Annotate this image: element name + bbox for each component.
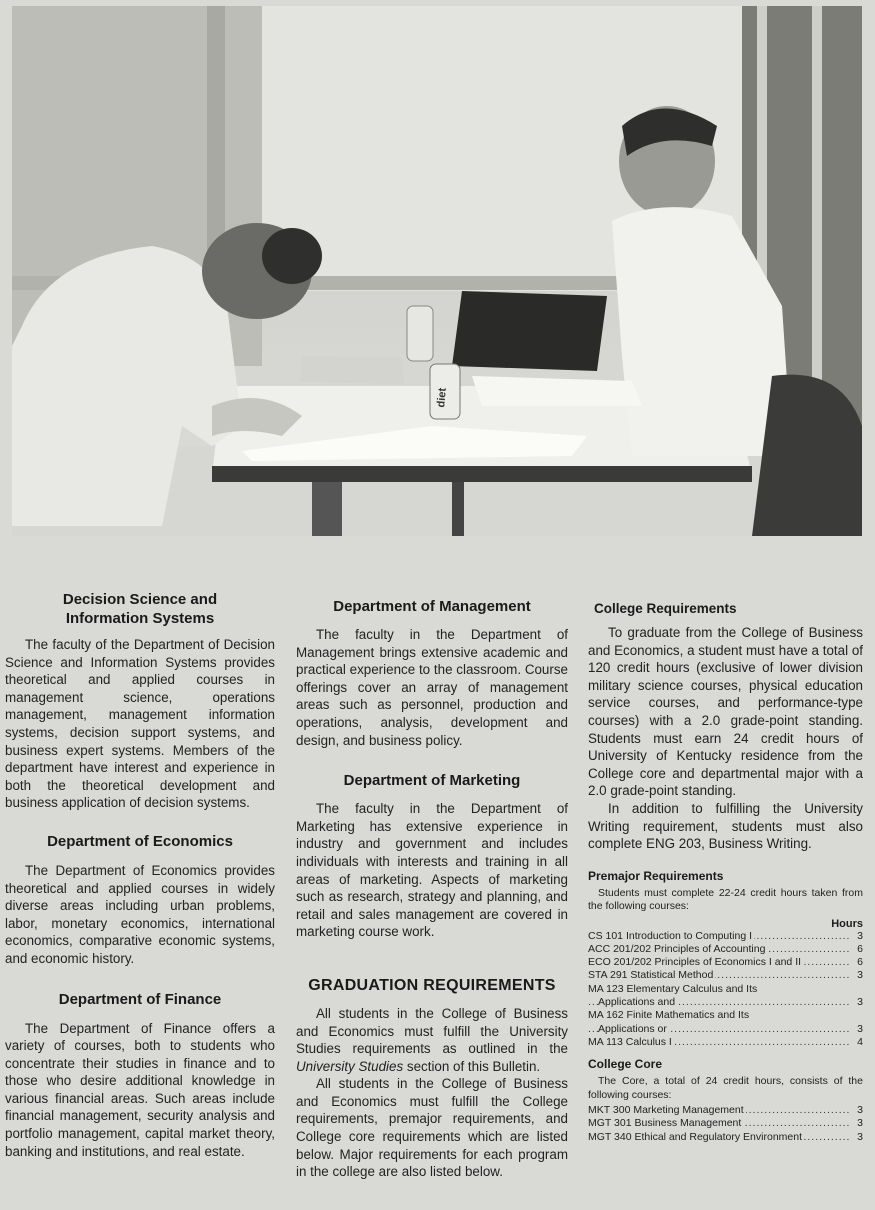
heading-economics: Department of Economics: [47, 832, 233, 850]
heading-finance: Department of Finance: [58, 990, 222, 1008]
course-row: [588, 983, 863, 996]
course-name-text: ECO 201/202 Principles of Economics I and II: [588, 956, 802, 969]
economics-body: The Department of Economics provides theoretical and applied courses in widely diverse areas including urban problems, labor, monetary economics, international economics, comparative economic systems, and economic history.: [5, 862, 275, 966]
course-name-text: MA 123 Elementary Calculus and Its: [588, 982, 758, 995]
core-intro: The Core, a total of 24 credit hours, consists of the following courses:: [588, 1075, 863, 1101]
course-row: [588, 1104, 863, 1117]
course-name-text: MA 162 Finite Mathematics and Its: [588, 1009, 750, 1022]
can-label: diet: [435, 387, 449, 409]
management-body: The faculty in the Department of Management brings extensive academic and practical experience to the classroom. Course offerings cover an array of management areas such as personnel, production and operations, analysis, development and design, and business policy.: [296, 627, 568, 748]
heading-management: Department of Management: [333, 598, 531, 615]
college-req-para1: To graduate from the College of Business and Economics, a student must have a total of 120 credit hours (exclusive of lower division military science courses, physical education service courses, and performance-type courses) with a 2.0 grade-point standing. Students must earn 24 credit hours of University of Kentucky residence from the College core and departmental major with a 2.0 grade-point standing.: [588, 625, 863, 799]
course-row: [588, 1117, 863, 1130]
column-left: [5, 590, 275, 1160]
course-name-text: STA 291 Statistical Method: [588, 969, 714, 982]
section-college-core: [588, 1057, 863, 1144]
text: section of this Bulletin.: [403, 1058, 541, 1074]
section-graduation: [296, 976, 568, 1181]
course-hours: 3: [857, 1130, 863, 1143]
course-name: [588, 1104, 851, 1117]
course-name: [588, 956, 851, 969]
course-name-text: MKT 300 Marketing Management: [588, 1104, 744, 1117]
course-name-continued: [588, 996, 851, 1009]
course-name: [588, 1036, 851, 1049]
course-hours: 3: [857, 929, 863, 942]
course-name-text: MA 113 Calculus I: [588, 1035, 672, 1048]
heading-line: Information Systems: [65, 610, 215, 627]
photo-students-studying: [12, 6, 862, 536]
text: All students in the College of Business and Economics must fulfill the University Studies requirements as outlined in the: [296, 1005, 568, 1057]
course-name-text: ACC 201/202 Principles of Accounting: [588, 942, 766, 955]
course-name-text: Applications and: [598, 996, 676, 1009]
course-name: [588, 943, 851, 956]
course-row-continued: [588, 996, 863, 1009]
section-marketing: [296, 771, 568, 941]
text-italic: University Studies: [296, 1058, 404, 1074]
course-row: [588, 1009, 863, 1022]
heading-graduation: GRADUATION REQUIREMENTS: [308, 976, 556, 994]
photo-illustration: [12, 6, 862, 536]
premajor-intro: Students must complete 22-24 credit hours taken from the following courses:: [588, 886, 863, 913]
course-name-text: MGT 340 Ethical and Regulatory Environment: [588, 1130, 802, 1143]
hours-header: Hours: [831, 917, 863, 930]
core-course-table: [588, 1104, 863, 1144]
course-hours: 6: [857, 956, 863, 969]
heading-decision-science: [5, 590, 275, 628]
course-name: [588, 1117, 851, 1130]
course-row-continued: [588, 1023, 863, 1036]
course-name-text: CS 101 Introduction to Computing I: [588, 929, 753, 942]
course-hours: 6: [857, 942, 863, 955]
course-hours: 4: [857, 1035, 863, 1048]
heading-college-core: College Core: [588, 1057, 663, 1072]
section-management: [296, 597, 568, 749]
section-finance: [5, 990, 275, 1161]
course-row: [588, 943, 863, 956]
section-decision-science: [5, 590, 275, 812]
course-name: [588, 930, 851, 943]
heading-marketing: Department of Marketing: [343, 772, 521, 790]
graduation-para1: [296, 1005, 568, 1075]
course-hours: 3: [857, 1117, 863, 1130]
course-hours: 3: [857, 996, 863, 1009]
course-name-continued: [588, 1023, 851, 1036]
heading-premajor: Premajor Requirements: [588, 868, 724, 883]
section-economics: [5, 832, 275, 968]
section-premajor: [588, 869, 863, 1049]
finance-body: The Department of Finance offers a variety of courses, both to students who concentrate their studies in finance and to those who desire additional knowledge in various financial areas. Such areas include financial management, security analysis and portfolio management, capital market theory, banking and institutions, and real estate.: [5, 1020, 275, 1159]
course-name-text: Applications or: [598, 1022, 667, 1035]
course-row: [588, 930, 863, 943]
course-hours: 3: [857, 1104, 863, 1117]
course-name: [588, 1009, 863, 1022]
course-hours: 3: [857, 1022, 863, 1035]
course-row: [588, 1131, 863, 1144]
heading-college-requirements: College Requirements: [594, 601, 737, 616]
marketing-body: The faculty in the Department of Marketing has extensive experience in industry and government and includes individuals with interests and training in all areas of marketing. Aspects of marketing such as research, strategy and planning, and retail and sales management are covered in marketing course work.: [296, 801, 568, 940]
course-name: [588, 1131, 851, 1144]
course-name: [588, 983, 863, 996]
graduation-para2: All students in the College of Business and Economics must fulfill the College requirements, premajor requirements, and College core requirements which are listed below. Major requirements for each program in the college are also listed below.: [296, 1076, 568, 1180]
college-req-para2: In addition to fulfilling the University Writing requirement, students must also complete ENG 203, Business Writing.: [588, 800, 863, 852]
course-row: [588, 1036, 863, 1049]
premajor-course-table: [588, 930, 863, 1050]
decision-body: The faculty of the Department of Decision Science and Information Systems provides theoretical and applied courses in management science, operations management, management information systems, decision support systems, and business expert systems. Members of the department have interest and experience in both the theoretical development and business application of decision systems.: [5, 637, 275, 811]
section-college-requirements: [588, 601, 863, 853]
course-name-text: MGT 301 Business Management: [588, 1117, 742, 1130]
course-hours: 3: [857, 969, 863, 982]
course-row: [588, 969, 863, 982]
course-row: [588, 956, 863, 969]
column-middle: [296, 597, 568, 1181]
column-right: [588, 601, 863, 1144]
course-name: [588, 969, 851, 982]
heading-line: Decision Science and: [62, 591, 218, 608]
